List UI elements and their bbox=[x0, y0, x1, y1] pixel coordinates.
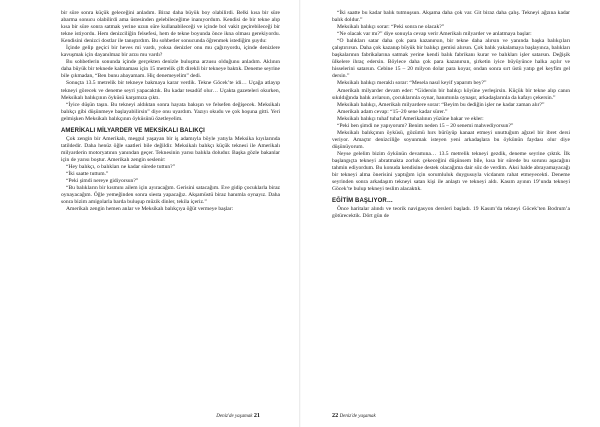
left-paragraph: bir süre sonra küçük geleceğini anladım. Biraz daha büyük boy olabilirdi. Belki kısa bir süre abarma sonucu olabilirdi ama üstesinden gelebileceğime inanıyordum. Kendisi de bir tekne alıp kısa bir süre sonra satmak yerine uzun süre kullanabileceği ve içinde bol vakit geçirebileceği bir tekne istiyordu. Hem denizciliğin felsefesi, hem de tekne boyunda önce ikna olması gerekiyordu. Kendisini denizci dostlar ile tanıştırdım. Bu sohbetler sonucunda öğrenmek istediğim şuydu: bbox=[61, 10, 280, 45]
right-paragraph: Meksikalı balıkçı, Amerikalı milyardere sorar: “Beyim bu dediğin işler ne kadar zaman alır?” bbox=[337, 101, 545, 108]
right-paragraph: “Peki ben şimdi ne yapıyorum? Benim neden 15 – 20 senemi mahvediyorsun?” bbox=[337, 122, 514, 129]
dialogue-line: “Hey balıkçı, o balıkları ne kadar sürede tuttun?” bbox=[66, 163, 176, 170]
right-paragraph: Meksikalı balıkçı meraklı sorar: “Mesela nasıl keyif yaparım bey?” bbox=[337, 80, 487, 87]
left-page-text bbox=[61, 10, 280, 213]
left-paragraph: Bu sohbetlerin sonunda içinde gerçekten denizle buluşma arzusu olduğunu anladım. Aklının daha büyük bir teknede kalmaması için 15 metrelik çift direkli bir tekneye baktık. Deneme seyrine bile çıkmadan, “Ben bunu abayamam. Hiç denemeyelim” dedi. bbox=[61, 59, 280, 80]
dialogue-line: “Peki şimdi nereye gidiyorsun?” bbox=[66, 178, 139, 185]
right-page bbox=[300, 0, 600, 427]
left-paragraph: “İyice düşün taşın. Bu tekneyi aldıktan sonra hayata bakışın ve felsefen değişecek. Meksikalı balıkçı gibi düşünmeye başlayabilirsin” diye onu uyardım. Yazıyı okudu ve çok hoşuna gitti. Yeri gelmişken Meksikalı balıkçının öyküsünü özetleyelim. bbox=[61, 101, 280, 122]
running-title: Deniz'de yaşamak bbox=[339, 414, 376, 419]
left-paragraph: Çok zengin bir Amerikalı, meşgul yaşayan bir iş adamıyla böyle yatıyla Meksika kıyılarında tatildedir. Daha henüz öğle saatleri bile değildir. Meksikalı balıkçı küçük teknesi ile Amerikalı milyarderin motoryatının yanından geçer. Teknesinin yarısı balıkla doludur. Başka gözle bakanlar için de yarısı boştur. Amerikalı zengin seslenir: bbox=[61, 135, 280, 163]
right-paragraph: Amerikalı milyarder devam eder: “Gidersin bir balıkçı köyüne yerleşirsin. Küçük bir tekne alıp canın sıkıldığında balık avlarsın, çocuklarınla oynar, hanımınla oynaşır, arkadaşlarınla da kafayı çekersin.” bbox=[332, 87, 570, 101]
right-paragraph: Amerikalı adam cevap: “15–20 sene kadar sürer.” bbox=[337, 108, 448, 115]
right-paragraph: “İki saatte bu kadar balık tutmuşsun. Akşama daha çok var. Git biraz daha çalış. Tekneyi ağzına kadar balık doldur.” bbox=[332, 10, 570, 24]
left-paragraph: Sonuçta 13.5 metrelik bir tekneye bakmaya karar verdik. Tekne Göcek’te idi… Uçağa atlayıp tekneyi görecek ve deneme seyri yapacaktık. Bu kadar tesadüf olur… Uçakta gazeteleri okurken, Meksikalı balıkçının öyküsü karşımıza çıktı. bbox=[61, 80, 280, 101]
page-number: 22 bbox=[332, 412, 339, 419]
right-paragraph: Önce haritalar alındı ve teorik navigasyon dersleri başladı. 19 Kasım’da tekneyi Göcek’ten Bodrum’a götürecektik. Dört gün de bbox=[332, 206, 570, 220]
right-paragraph: Meksikalı balıkçı sorar: “Peki sonra ne olacak?” bbox=[337, 24, 445, 31]
dialogue-line: “Bu balıkların bir kısmını ailem için ayıracağım. Gerisini satacağım. Eve gidip çocuklarla biraz oynayacağım. Öğle yemeğinden sonra siesta yapacağız. Akşamüstü biraz hanımla oynayız. Daha sonra bizim amigolarla barda buluşup müzik dinler, tekila içeriz.” bbox=[61, 185, 280, 206]
left-paragraph: İçinde gelip geçici bir heves mi vardı, yoksa denizler onu mu çağırıyordu, içinde denizlere kavuşmak için dayanılmaz bir arzu mu vardı? bbox=[61, 45, 280, 59]
right-paragraph: Neyse gelelim bizim öykünün devamına… 13.5 metrelik tekneyi gezdik, deneme seyrine çıktık. İlk başlangıçta tekneyi abratmakta zorluk çekeceğini düşünsem bile, kısa bir sürede bu sorunu aşacağını tahmin ediyordum. Bu konuda kendisine destek olacağıma dair söz de verdim. Aksi halde abrayamayacağı bir tekneyi alma önerisini yaptığım için sorumluluk duygusuyla vicdanım rahat etmeyecekti. Deneme seyrinden sonra arkadaşım tekneyi satan kişi ile anlaştı ve tekneyi aldı. Kasım ayının 19’unda tekneyi Göcek’te bulup tekneyi teslim alacaktık. bbox=[332, 150, 570, 193]
right-paragraph: “Ne olacak var mı?” diye sonuyla cevap verir Amerikalı milyarder ve anlatmaya başlar: bbox=[337, 31, 532, 38]
left-paragraph: Amerikalı zengin hemen anlar ve Meksikalı balıkçıya öğüt vermeye başlar: bbox=[66, 206, 234, 213]
page-footer bbox=[216, 412, 260, 419]
section-heading: AMERİKALI MİLYARDER VE MEKSİKALI BALIKÇI bbox=[61, 127, 205, 134]
section-heading: EĞİTİM BAŞLIYOR… bbox=[332, 198, 393, 205]
running-title: Deniz'de yaşamak bbox=[216, 414, 253, 419]
right-page-text bbox=[332, 10, 570, 220]
right-paragraph: “O balıkları satar daha çok para kazanırsın, bir tekne daha alırsın ve yanında başka balıkçıları çalıştırırsın. Daha çok kazanıp büyük bir balıkçı gemisi alırsın. Çok balık yakalamaya başlayınca, balıkları başkalarının fabrikalarına satmak yerine kendi balık fabrikanı kurar ve balıkları işler satarsın. Değişik ülkelere ihraç edersin. Böylece daha çok para kazanırsın, şirketin iyice büyüyünce halka açılır ve hisselerini satarsın. Cebine 15 – 20 milyon dolar para koyar, ondan sonra sırt üstü yatıp gel keyfim gel dersin.” bbox=[332, 38, 570, 80]
right-paragraph: Meksikalı balıkçı tuhaf tuhaf Amerikalının yüzüne bakar ve ekler: bbox=[337, 115, 484, 122]
right-paragraph: Meksikalı balıkçının öyküsü, gözümü hırs bürüyüp kanaat etmeyi unuttuğum ağızel bir ibret dersi veriyor. Amaçtır denizciliğe soyunmak isteyen yeni arkadaşlara bu öykünün faydası olur diye düşünüyorum. bbox=[332, 129, 570, 150]
page-footer bbox=[332, 412, 376, 419]
dialogue-line: “İki saatte tuttum.” bbox=[66, 171, 109, 178]
page-number: 21 bbox=[253, 412, 260, 419]
